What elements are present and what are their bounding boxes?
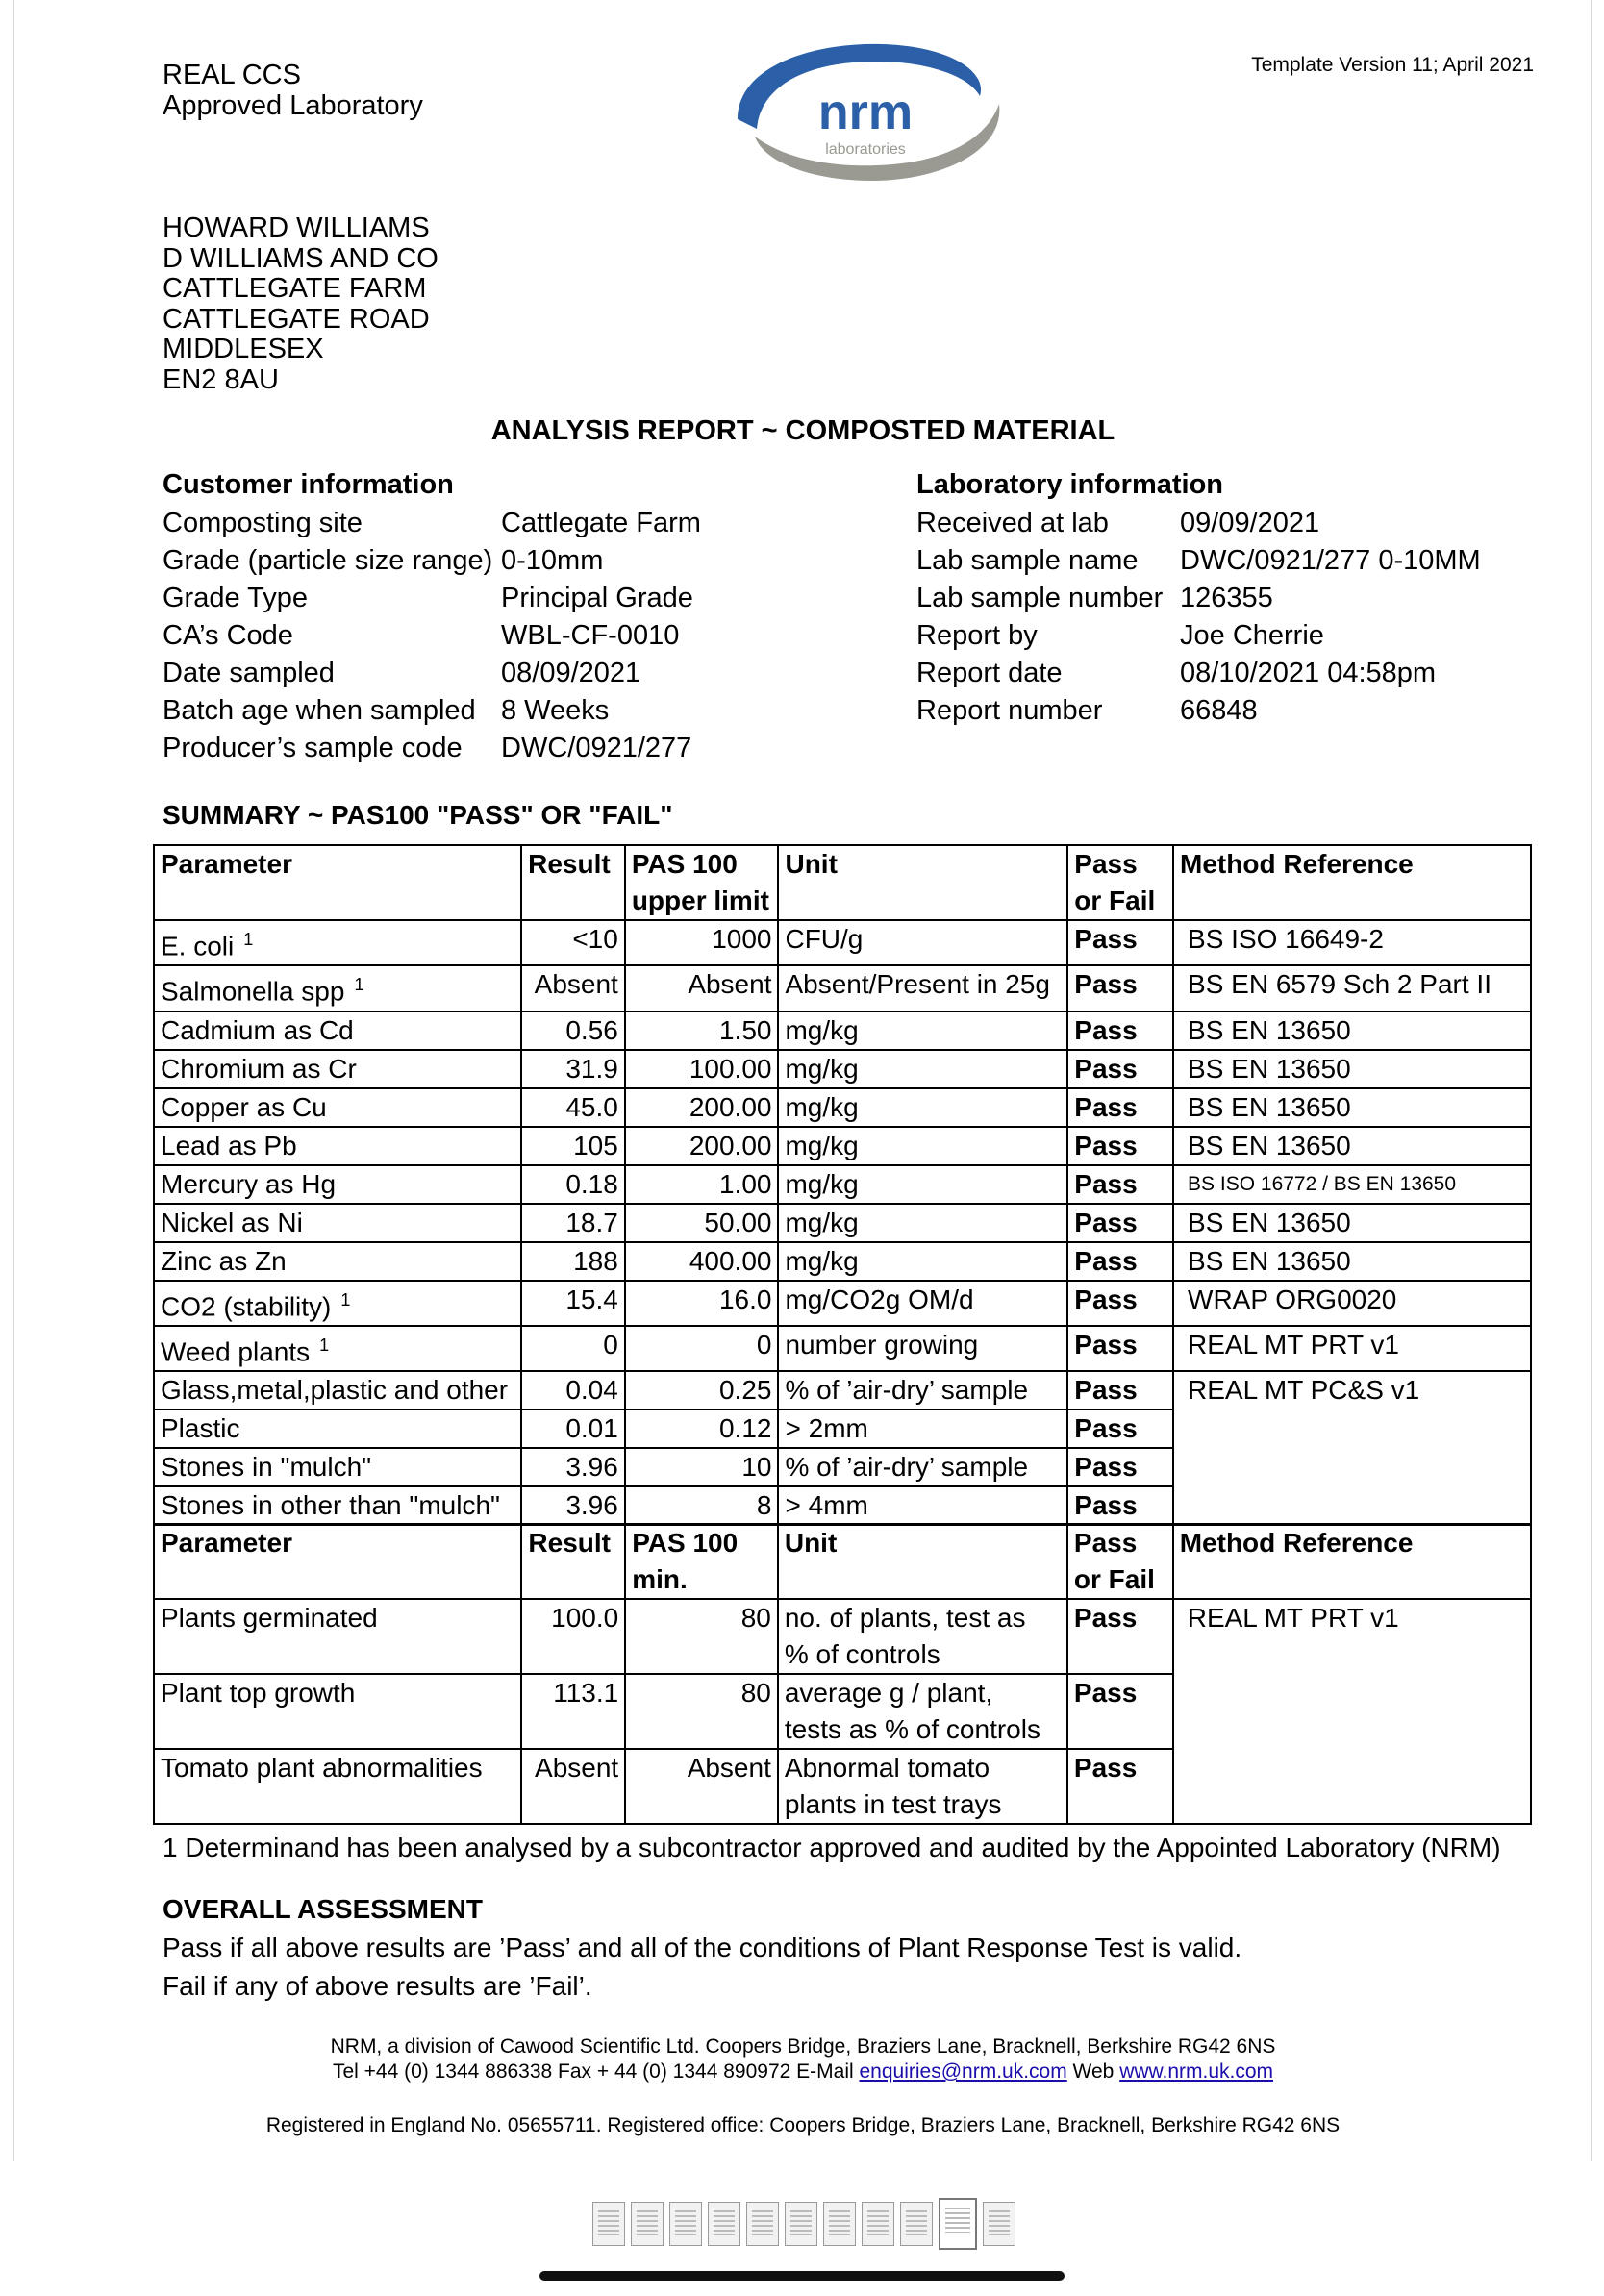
cell-status: Pass [1067,1127,1173,1165]
cell-result: 188 [521,1242,625,1281]
col-parameter: Parameter [154,1524,521,1599]
table-row [154,920,1531,965]
cell-limit: 200.00 [625,1127,779,1165]
cell-method: BS ISO 16649-2 [1173,920,1531,965]
cell-unit: average g / plant, tests as % of controls [778,1674,1067,1749]
page-thumbnail[interactable] [785,2202,817,2246]
cell-unit: mg/kg [778,1127,1067,1165]
table-row [154,1011,1531,1050]
table-row [154,1165,1531,1204]
cell-status: Pass [1067,1486,1173,1525]
cell-result: 15.4 [521,1281,625,1326]
overall-assessment-heading: OVERALL ASSESSMENT [163,1894,483,1924]
email-link[interactable]: enquiries@nrm.uk.com [859,2060,1067,2083]
cell-method: WRAP ORG0020 [1173,1281,1531,1326]
cell-method [1173,1486,1531,1525]
table-header-row [154,1524,1531,1599]
cell-unit: mg/kg [778,1011,1067,1050]
footnote: 1 Determinand has been analysed by a subcontractor approved and audited by the Appointed Laboratory (NRM) [163,1833,1501,1862]
cell-method: REAL MT PC&S v1 [1173,1371,1531,1410]
cell-result: 31.9 [521,1050,625,1088]
cell-limit: 10 [625,1448,779,1486]
cell-status: Pass [1067,920,1173,965]
cell-result: 100.0 [521,1599,625,1674]
cell-status: Pass [1067,1674,1173,1749]
table-row [154,1448,1531,1486]
lab-info-heading: Laboratory information [916,469,1224,500]
cell-result: <10 [521,920,625,965]
table-row [154,1674,1531,1749]
cell-result: 0.56 [521,1011,625,1050]
cell-result: 105 [521,1127,625,1165]
page-thumbnail[interactable] [708,2202,740,2246]
template-version: Template Version 11; April 2021 [1251,54,1534,76]
cell-status: Pass [1067,1410,1173,1448]
table-row [154,1088,1531,1127]
cell-unit: mg/kg [778,1165,1067,1204]
table-row [154,1599,1531,1674]
website-link[interactable]: www.nrm.uk.com [1119,2060,1274,2083]
cell-limit: 100.00 [625,1050,779,1088]
cell-method: BS EN 13650 [1173,1204,1531,1242]
cell-limit: 1.00 [625,1165,779,1204]
col-limit: PAS 100 upper limit [625,845,779,920]
cell-unit: % of ’air-dry’ sample [778,1448,1067,1486]
cell-status: Pass [1067,1326,1173,1371]
cell-method: BS EN 13650 [1173,1011,1531,1050]
cell-parameter: Plastic [154,1410,521,1448]
company-footer: NRM, a division of Cawood Scientific Ltd. Coopers Bridge, Braziers Lane, Bracknell, Berkshire RG42 6NS Tel +44 (0) 1344 886338 Fax + 44 (0) 1344 890972 E-Mail enquiries@nrm.uk.com Web www.nrm.uk.com [330,2035,1276,2083]
cell-unit: Abnormal tomato plants in test trays [778,1749,1067,1824]
col-unit: Unit [778,1524,1067,1599]
cell-method: BS ISO 16772 / BS EN 13650 [1173,1165,1531,1204]
cell-unit: mg/CO2g OM/d [778,1281,1067,1326]
cell-method: BS EN 13650 [1173,1242,1531,1281]
cell-parameter: Weed plants $^1$ [154,1326,521,1371]
page-thumbnail[interactable] [983,2202,1015,2246]
cell-parameter: Chromium as Cr [154,1050,521,1088]
table-row [154,1326,1531,1371]
cell-limit: 0.12 [625,1410,779,1448]
page-thumbnail[interactable] [900,2202,933,2246]
cell-method: BS EN 6579 Sch 2 Part II [1173,965,1531,1011]
cell-status: Pass [1067,1599,1173,1674]
cell-parameter: Stones in "mulch" [154,1448,521,1486]
table-row [154,1410,1531,1448]
summary-heading: SUMMARY ~ PAS100 "PASS" OR "FAIL" [163,800,673,830]
table-row [154,1486,1531,1525]
cell-unit: > 4mm [778,1486,1067,1525]
page-thumbnail[interactable] [631,2202,664,2246]
cell-parameter: Salmonella spp $^1$ [154,965,521,1011]
cell-result: 0 [521,1326,625,1371]
cell-parameter: Glass,metal,plastic and other [154,1371,521,1410]
cell-method: BS EN 13650 [1173,1050,1531,1088]
col-result: Result [521,1524,625,1599]
cell-status: Pass [1067,1371,1173,1410]
cell-limit: 0 [625,1326,779,1371]
plant-response-table [153,1523,1532,1825]
cell-parameter: Plants germinated [154,1599,521,1674]
recipient-address: HOWARD WILLIAMS D WILLIAMS AND CO CATTLEGATE FARM CATTLEGATE ROAD MIDDLESEX EN2 8AU [163,212,439,395]
page-thumbnail-strip[interactable] [592,2202,1015,2248]
cell-parameter: Cadmium as Cd [154,1011,521,1050]
cell-parameter: CO2 (stability) $^1$ [154,1281,521,1326]
cell-limit: 1.50 [625,1011,779,1050]
page-thumbnail[interactable] [823,2202,856,2246]
accreditation-block: REAL CCS Approved Laboratory [163,60,423,121]
cell-result: Absent [521,1749,625,1824]
col-pass: Pass or Fail [1067,1524,1173,1599]
table-header-row [154,845,1531,920]
cell-parameter: Lead as Pb [154,1127,521,1165]
svg-text:nrm: nrm [817,85,914,140]
cell-limit: 80 [625,1674,778,1749]
cell-method: REAL MT PRT v1 [1173,1599,1531,1674]
page-thumbnail[interactable] [592,2202,625,2246]
cell-method: BS EN 13650 [1173,1088,1531,1127]
registered-office: Registered in England No. 05655711. Registered office: Coopers Bridge, Braziers Lane, Bracknell, Berkshire RG42 6NS [265,2114,1341,2136]
table-row [154,1204,1531,1242]
cell-unit: mg/kg [778,1050,1067,1088]
cell-result: 113.1 [521,1674,625,1749]
table-row [154,1281,1531,1326]
cell-limit: 1000 [625,920,779,965]
cell-unit: number growing [778,1326,1067,1371]
cell-method [1173,1674,1531,1749]
cell-status: Pass [1067,1165,1173,1204]
col-limit: PAS 100 min. [625,1524,778,1599]
col-method: Method Reference [1173,1524,1531,1599]
col-pass: Pass or Fail [1067,845,1173,920]
cell-result: Absent [521,965,625,1011]
cell-status: Pass [1067,1204,1173,1242]
cell-result: 45.0 [521,1088,625,1127]
cell-parameter: Copper as Cu [154,1088,521,1127]
cell-limit: 80 [625,1599,778,1674]
table-row [154,965,1531,1011]
cell-limit: Absent [625,1749,778,1824]
cell-limit: 50.00 [625,1204,779,1242]
cell-result: 0.01 [521,1410,625,1448]
table-row [154,1050,1531,1088]
col-method: Method Reference [1173,845,1531,920]
overall-assessment-pass: Pass if all above results are ’Pass’ and all of the conditions of Plant Response Test is valid. [163,1933,1242,1962]
cell-parameter: Nickel as Ni [154,1204,521,1242]
cell-method: REAL MT PRT v1 [1173,1326,1531,1371]
cell-limit: 16.0 [625,1281,779,1326]
cell-method [1173,1448,1531,1486]
cell-result: 0.04 [521,1371,625,1410]
cell-unit: no. of plants, test as % of controls [778,1599,1067,1674]
table-row [154,1749,1531,1824]
cell-unit: mg/kg [778,1204,1067,1242]
cell-unit: CFU/g [778,920,1067,965]
cell-status: Pass [1067,1050,1173,1088]
cell-status: Pass [1067,1011,1173,1050]
report-page: REAL CCS Approved Laboratory Template Version 11; April 2021 nrm laboratories HOWARD WILLIAMS D WILLIAMS AND CO CATTLEGATE FARM CATTLEGATE ROAD MIDDLESEX EN2 8AU ANALYSIS REPORT ~ COMPOSTED MATERIAL Customer information Composting site Cattlegate Farm Grade (particle size range) 0-10mm Grade Type Principal Grade CA’s Code WBL-CF-0010 Date sampled 08/09/2021 Batch age when sampled 8 Weeks Producer’s sample code DWC/0921/277 Laboratory information Received at lab 09/09/2021 Lab sample name DWC/0921/277 0-10MM Lab sample number 126355 Report by Joe Cherrie Report date 08/10/2021 04:58pm Report number 66848 SUMMARY ~ PAS100 "PASS" OR "FAIL" Parameter Result PAS 100 upper limit Unit Pass or Fail Method Reference E. coli $^1$ <10 1000 CFU/g Pass BS ISO 16649-2 Salmonella spp $^1$ Absent Absent Absent/Present in 25g Pass BS EN 6579 Sch 2 Part II Cadmium as Cd 0.56 1.50 mg/kg Pass BS EN 13650 Chromium as Cr 31.9 100.00 mg/kg Pass BS EN 13650 Copper as Cu 45.0 200.00 mg/kg Pass BS EN 13650 Lead as Pb 105 200.00 mg/kg Pass BS EN 13650 Mercury as Hg 0.18 1.00 mg/kg Pass BS ISO 16772 / BS EN 13650 Nickel as Ni 18.7 50.00 mg/kg Pass BS EN 13650 Zinc as Zn 188 400.00 mg/kg Pass BS EN 13650 CO2 (stability) $^1$ 15.4 16.0 mg/CO2g OM/d Pass WRAP ORG0020 Weed plants $^1$ 0 0 number growing Pass REAL MT PRT v1 Glass,metal,plastic and other 0.04 0.25 % of ’air-dry’ sample Pass REAL MT PC&S v1 Plastic 0.01 0.12 > 2mm Pass Stones in "mulch" 3.96 10 % of ’air-dry’ sample Pass Stones in other than "mulch" 3.96 8 > 4mm Pass Parameter Result PAS 100 min. Unit Pass or Fail Method Reference Plants germinated 100.0 80 no. of plants, test as % of controls Pass REAL MT PRT v1 Plant top growth 113.1 80 average g / plant, tests as % of controls Pass Tomato plant abnormalities Absent Absent Abnormal tomato plants in test trays Pass 1 Determinand has been analysed by a subcontractor approved and audited by the Appointed Laboratory (NRM) OVERALL ASSESSMENT Pass if all above results are ’Pass’ and all of the conditions of Plant Response Test is valid. Fail if any of above results are ’Fail’. NRM, a division of Cawood Scientific Ltd. Coopers Bridge, Braziers Lane, Bracknell, Berkshire RG42 6NS Tel +44 (0) 1344 886338 Fax + 44 (0) 1344 890972 E-Mail enquiries@nrm.uk.com Web www.nrm.uk.com Registered in England No. 05655711. Registered office: Coopers Bridge, Braziers Lane, Bracknell, Berkshire RG42 6NS [13,0,1592,2161]
cell-result: 18.7 [521,1204,625,1242]
cell-limit: Absent [625,965,779,1011]
table-row [154,1371,1531,1410]
nrm-logo [728,37,1007,188]
cell-parameter: Mercury as Hg [154,1165,521,1204]
cell-method [1173,1749,1531,1824]
home-indicator[interactable] [539,2271,1065,2281]
cell-parameter: Tomato plant abnormalities [154,1749,521,1824]
cell-status: Pass [1067,965,1173,1011]
cell-limit: 8 [625,1486,779,1525]
summary-table [153,844,1532,1526]
cell-unit: Absent/Present in 25g [778,965,1067,1011]
page-thumbnail[interactable] [862,2202,894,2246]
page-thumbnail[interactable] [746,2202,779,2246]
cell-status: Pass [1067,1448,1173,1486]
cell-parameter: Stones in other than "mulch" [154,1486,521,1525]
col-result: Result [521,845,625,920]
cell-result: 0.18 [521,1165,625,1204]
cell-method: BS EN 13650 [1173,1127,1531,1165]
cell-unit: % of ’air-dry’ sample [778,1371,1067,1410]
cell-parameter: E. coli $^1$ [154,920,521,965]
table-row [154,1127,1531,1165]
cell-unit: > 2mm [778,1410,1067,1448]
cell-limit: 400.00 [625,1242,779,1281]
col-unit: Unit [778,845,1067,920]
cell-parameter: Plant top growth [154,1674,521,1749]
cell-method [1173,1410,1531,1448]
page-thumbnail[interactable] [939,2198,977,2250]
cell-result: 3.96 [521,1448,625,1486]
cell-unit: mg/kg [778,1088,1067,1127]
cell-parameter: Zinc as Zn [154,1242,521,1281]
cell-status: Pass [1067,1242,1173,1281]
report-title: ANALYSIS REPORT ~ COMPOSTED MATERIAL [490,415,1115,446]
cell-limit: 0.25 [625,1371,779,1410]
customer-info-heading: Customer information [163,469,454,500]
col-parameter: Parameter [154,845,521,920]
table-row [154,1242,1531,1281]
cell-status: Pass [1067,1088,1173,1127]
cell-result: 3.96 [521,1486,625,1525]
cell-status: Pass [1067,1281,1173,1326]
cell-status: Pass [1067,1749,1173,1824]
cell-limit: 200.00 [625,1088,779,1127]
svg-text:laboratories: laboratories [825,141,906,158]
overall-assessment-fail: Fail if any of above results are ’Fail’. [163,1971,592,2001]
page-thumbnail[interactable] [669,2202,702,2246]
cell-unit: mg/kg [778,1242,1067,1281]
